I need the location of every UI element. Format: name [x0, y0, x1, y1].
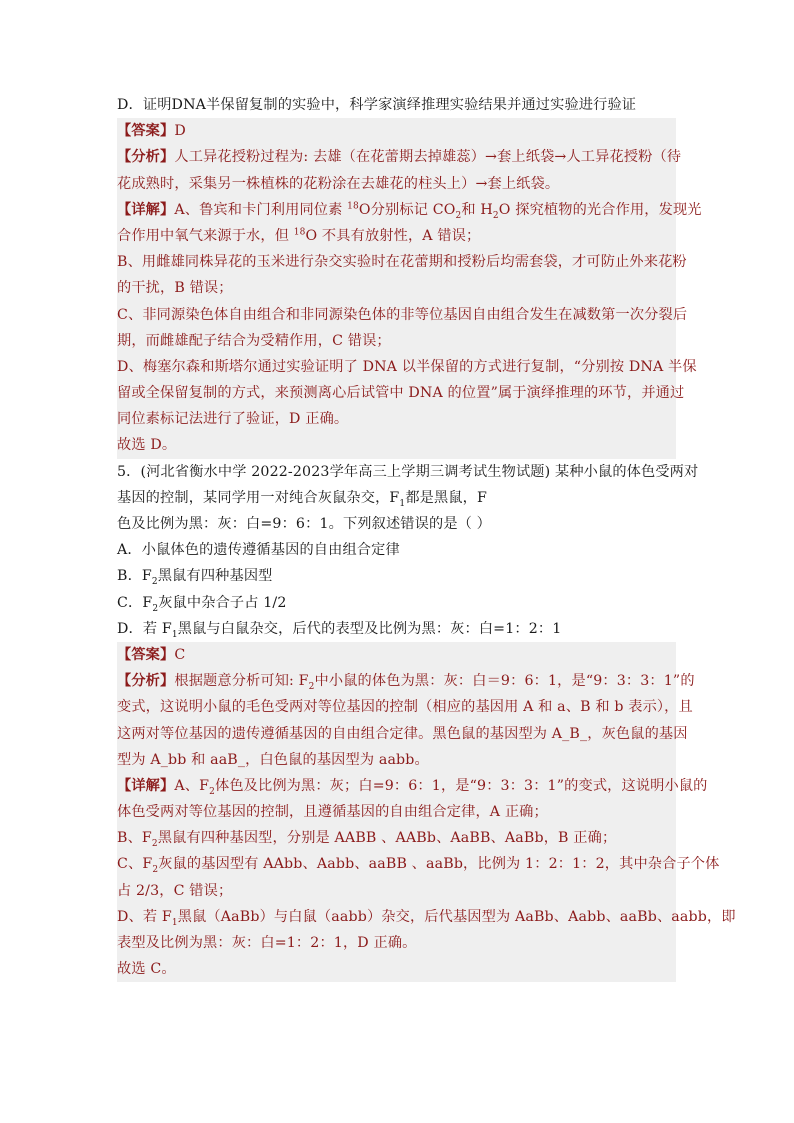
q4-detail-line-6: 期，而雌雄配子结合为受精作用，C 错误；: [117, 328, 676, 354]
q4-detail-line-1: 【详解】A、鲁宾和卡门利用同位素 $^{18}$O分别标记 $CO_2$和 $H_2O$ 探究植物的光合作用，发现光: [117, 197, 676, 223]
q5-detail-line-6: D、若 $F_1$黑鼠（AaBb）与白鼠（aabb）杂交，后代基因型为 AaBb、Aabb、aaBb、aabb，即: [117, 904, 676, 930]
q5-stem-line-1: 5．(河北省衡水中学 2022-2023学年高三上学期三调考试生物试题) 某种小鼠的体色受两对: [117, 463, 699, 480]
q4-detail-line-4: 的干扰，B 错误；: [117, 275, 676, 301]
q5-detail-line-4: C、$F_2$灰鼠的基因型有 AAbb、Aabb、aaBB 、aaBb，比例为 1：2：1：2，其中杂合子个体: [117, 851, 676, 877]
q5-option-d: D．若 $F_1$黑鼠与白鼠杂交，后代的表型及比例为黑：灰：白=1：2：1: [117, 620, 562, 640]
q4-detail-line-5: C、非同源染色体自由组合和非同源染色体的非等位基因自由组合发生在减数第一次分裂后: [117, 302, 676, 328]
q5-option-a: A．小鼠体色的遗传遵循基因的自由组合定律: [117, 542, 400, 559]
q4-conclusion: 故选 D。: [117, 432, 676, 458]
q5-conclusion: 故选 C。: [117, 956, 676, 982]
q4-detail-line-8: 留或全保留复制的方式，来预测离心后试管中 DNA 的位置”属于演绎推理的环节，并通过: [117, 380, 676, 406]
q5-analysis-line-2: 变式，这说明小鼠的毛色受两对等位基因的控制（相应的基因用 A 和 a、B 和 b 表示），且: [117, 694, 676, 720]
q5-answer: 【答案】C: [117, 642, 676, 668]
q4-option-d: D．证明DNA半保留复制的实验中，科学家演绎推理实验结果并通过实验进行验证: [117, 97, 637, 113]
q5-stem-line-2: 基因的控制，某同学用一对纯合灰鼠杂交，$F_1$都是黑鼠，F: [117, 489, 487, 509]
q5-analysis-line-1: 【分析】根据题意分析可知: $F_2$中小鼠的体色为黑：灰：白＝9：6：1，是“9：3：3：1”的: [117, 668, 676, 694]
q5-option-b: B．$F_2$黑鼠有四种基因型: [117, 568, 273, 588]
q4-detail-line-3: B、用雌雄同株异花的玉米进行杂交实验时在花蕾期和授粉后均需套袋，才可防止外来花粉: [117, 249, 676, 275]
q5-analysis-line-3: 这两对等位基因的遗传遵循基因的自由组合定律。黑色鼠的基因型为 A_B_，灰色鼠的基因: [117, 721, 676, 747]
q4-detail-line-2: 合作用中氧气来源于水，但 $^{18}$O 不具有放射性，A 错误；: [117, 223, 676, 249]
q4-detail-line-9: 同位素标记法进行了验证，D 正确。: [117, 406, 676, 432]
q5-detail-line-1: 【详解】A、$F_2$体色及比例为黑：灰；白=9：6：1，是“9：3：3：1”的变式，这说明小鼠的: [117, 773, 676, 799]
q5-detail-line-3: B、$F_2$黑鼠有四种基因型，分别是 AABB 、AABb、AaBB、AaBb，B 正确；: [117, 825, 676, 851]
q4-detail-line-7: D、梅塞尔森和斯塔尔通过实验证明了 DNA 以半保留的方式进行复制，“分别按 DNA 半保: [117, 354, 676, 380]
q5-stem-line-3: 色及比例为黑：灰：白=9：6：1。下列叙述错误的是（ ）: [117, 516, 491, 532]
q5-detail-line-7: 表型及比例为黑：灰：白=1：2：1，D 正确。: [117, 930, 676, 956]
q5-detail-line-5: 占 2/3，C 错误；: [117, 878, 676, 904]
q4-analysis-line-1: 【分析】人工异花授粉过程为: 去雄（在花蕾期去掉雄蕊）→套上纸袋→人工异花授粉（待: [117, 144, 676, 170]
q5-detail-line-2: 体色受两对等位基因的控制，且遵循基因的自由组合定律，A 正确；: [117, 799, 676, 825]
q5-option-c: C．$F_2$灰鼠中杂合子占 1/2: [117, 594, 287, 614]
page-content: [117, 92, 736, 982]
q5-analysis-line-4: 型为 A_bb 和 aaB_，白色鼠的基因型为 aabb。: [117, 747, 676, 773]
q4-answer: 【答案】D: [117, 118, 676, 144]
q4-analysis-line-2: 花成熟时，采集另一株植株的花粉涂在去雄花的柱头上）→套上纸袋。: [117, 171, 676, 197]
